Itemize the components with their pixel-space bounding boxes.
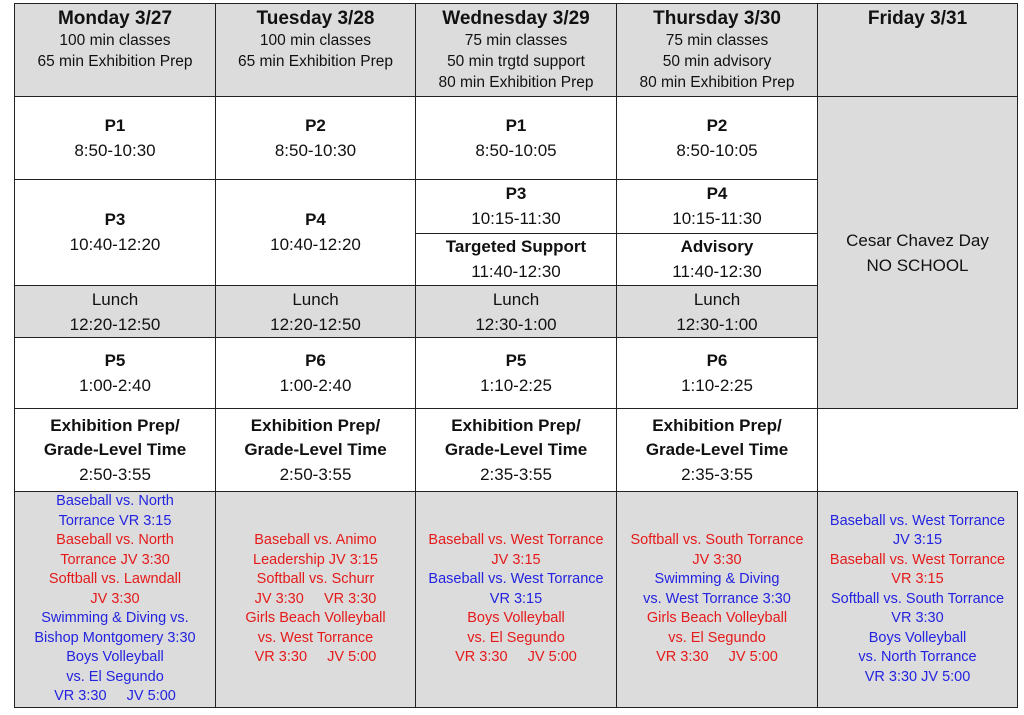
event-line: VR 3:15 <box>489 590 543 607</box>
lunch-time: 12:20-12:50 <box>270 314 361 334</box>
event-line: Softball vs. South Torrance <box>630 532 804 549</box>
period-title: P1 <box>505 115 527 135</box>
block-title: Exhibition Prep/ <box>50 415 180 435</box>
day-name: Tuesday 3/28 <box>256 8 375 29</box>
event-line: Bishop Montgomery 3:30 <box>34 629 196 646</box>
event-line: Baseball vs. West Torrance <box>428 532 604 549</box>
period-title: P6 <box>706 350 728 370</box>
day-name: Monday 3/27 <box>57 8 173 29</box>
event-line: vs. West Torrance <box>257 629 374 646</box>
period-title: P5 <box>505 350 527 370</box>
event-line: VR 3:30 JV 5:00 <box>54 688 176 705</box>
block-time: 2:50-3:55 <box>279 464 352 484</box>
period-block <box>15 180 216 286</box>
event-line: JV 3:15 <box>892 532 943 549</box>
period-title: P2 <box>305 115 326 135</box>
events-friday <box>818 492 1018 708</box>
event-line: Swimming & Diving <box>654 571 780 588</box>
event-line: Baseball vs. West Torrance <box>829 551 1006 568</box>
events-tuesday <box>216 492 416 708</box>
lunch-block <box>416 286 617 338</box>
period-block <box>15 97 216 180</box>
event-line: VR 3:15 <box>891 571 944 588</box>
period-title: P4 <box>706 184 728 203</box>
exhibition-prep-block <box>216 409 416 492</box>
period-block <box>216 180 416 286</box>
block-title: Grade-Level Time <box>444 439 588 459</box>
day-note: 80 min Exhibition Prep <box>438 74 594 91</box>
period-time: 11:40-12:30 <box>471 262 561 281</box>
event-line: Softball vs. Lawndall <box>48 571 182 588</box>
period-time: 8:50-10:30 <box>74 140 156 160</box>
event-line: Baseball vs. West Torrance <box>829 512 1006 529</box>
period-block <box>216 97 416 180</box>
event-line: vs. West Torrance 3:30 <box>643 590 791 607</box>
events-wednesday <box>416 492 617 708</box>
block-time: 2:35-3:55 <box>681 464 753 484</box>
period-title: P3 <box>505 184 527 203</box>
block-time: 2:50-3:55 <box>79 464 151 484</box>
targeted-support-block <box>416 234 617 286</box>
period-time: 1:10-2:25 <box>681 375 753 395</box>
period-block <box>617 97 818 180</box>
day-name: Friday 3/31 <box>867 8 968 29</box>
event-line: Girls Beach Volleyball <box>245 610 386 627</box>
event-line: vs. El Segundo <box>467 629 565 646</box>
day-header-wednesday <box>416 4 617 97</box>
period-time: 10:40-12:20 <box>69 235 161 254</box>
period-time: 8:50-10:30 <box>274 140 357 160</box>
lunch-label: Lunch <box>693 289 741 309</box>
event-line: Leadership JV 3:15 <box>253 551 378 568</box>
period-time: 1:00-2:40 <box>79 375 151 395</box>
period-block <box>416 97 617 180</box>
block-time: 2:35-3:55 <box>480 464 552 484</box>
day-header-monday <box>15 4 216 97</box>
event-line: Swimming & Diving vs. <box>41 610 189 627</box>
period-title: P3 <box>104 210 126 229</box>
event-line: VR 3:30 JV 5:00 <box>455 649 577 666</box>
event-line: Girls Beach Volleyball <box>646 610 788 627</box>
event-line: Baseball vs. West Torrance <box>428 571 604 588</box>
event-line: vs. El Segundo <box>66 668 164 685</box>
period-title: P5 <box>104 350 126 370</box>
event-line: Boys Volleyball <box>467 610 565 627</box>
exhibition-prep-block <box>15 409 216 492</box>
events-thursday <box>617 492 818 708</box>
lunch-time: 12:30-1:00 <box>676 314 758 334</box>
lunch-time: 12:30-1:00 <box>475 314 557 334</box>
period-time: 11:40-12:30 <box>672 262 762 281</box>
lunch-time: 12:20-12:50 <box>69 314 161 334</box>
period-title: Advisory <box>680 237 754 256</box>
event-line: Baseball vs. North <box>56 532 174 549</box>
period-block <box>216 338 416 409</box>
schedule-table <box>14 3 1018 708</box>
event-line: VR 3:30 JV 5:00 <box>254 649 377 666</box>
event-line: Softball vs. Schurr <box>256 571 375 588</box>
event-line: VR 3:30 JV 5:00 <box>864 668 971 685</box>
day-note: 65 min Exhibition Prep <box>237 53 394 70</box>
period-time: 1:00-2:40 <box>279 375 352 395</box>
period-time: 8:50-10:05 <box>475 140 557 160</box>
period-title: P2 <box>706 115 728 135</box>
event-line: vs. North Torrance <box>858 649 977 666</box>
lunch-label: Lunch <box>492 289 540 309</box>
day-header-friday <box>818 4 1018 97</box>
period-block <box>617 338 818 409</box>
event-line: Baseball vs. Animo <box>254 532 377 549</box>
event-line: VR 3:30 <box>891 610 944 627</box>
lunch-block <box>617 286 818 338</box>
advisory-block <box>617 234 818 286</box>
exhibition-prep-block <box>416 409 617 492</box>
day-note: 50 min advisory <box>662 53 772 70</box>
block-title: Grade-Level Time <box>645 439 789 459</box>
day-note: 100 min classes <box>59 32 171 49</box>
period-block <box>15 338 216 409</box>
period-time: 10:40-12:20 <box>270 235 361 254</box>
period-time: 8:50-10:05 <box>676 140 758 160</box>
lunch-label: Lunch <box>292 289 339 309</box>
period-time: 10:15-11:30 <box>672 209 762 228</box>
period-title: P1 <box>104 115 126 135</box>
period-block <box>416 180 617 234</box>
day-note: 75 min classes <box>665 32 769 49</box>
day-note: 65 min Exhibition Prep <box>37 53 193 70</box>
event-line: Boys Volleyball <box>868 629 967 646</box>
event-line: JV 3:30 VR 3:30 <box>254 590 377 607</box>
period-block <box>416 338 617 409</box>
event-line: Baseball vs. North <box>56 493 174 510</box>
event-line: JV 3:15 <box>491 551 541 568</box>
lunch-block <box>15 286 216 338</box>
day-note: 50 min trgtd support <box>447 53 585 70</box>
event-line: Softball vs. South Torrance <box>830 590 1005 607</box>
day-name: Thursday 3/30 <box>653 8 781 29</box>
lunch-block <box>216 286 416 338</box>
period-time: 10:15-11:30 <box>471 209 561 228</box>
block-title: Exhibition Prep/ <box>451 415 581 435</box>
event-line: vs. El Segundo <box>668 629 766 646</box>
event-line: JV 3:30 <box>90 590 140 607</box>
block-title: Grade-Level Time <box>43 439 187 459</box>
period-title: Targeted Support <box>445 237 587 256</box>
period-title: P6 <box>305 350 326 370</box>
period-time: 1:10-2:25 <box>480 375 552 395</box>
block-title: Exhibition Prep/ <box>250 415 381 435</box>
event-line: Boys Volleyball <box>66 649 164 666</box>
block-title: Grade-Level Time <box>244 439 387 459</box>
holiday-name: Cesar Chavez Day <box>846 230 989 250</box>
period-block <box>617 180 818 234</box>
events-monday <box>15 492 216 708</box>
exhibition-prep-block <box>617 409 818 492</box>
day-note: 100 min classes <box>259 32 372 49</box>
day-header-tuesday <box>216 4 416 97</box>
period-title: P4 <box>305 210 326 229</box>
lunch-label: Lunch <box>91 289 139 309</box>
day-name: Wednesday 3/29 <box>442 8 590 29</box>
event-line: Torrance VR 3:15 <box>58 512 172 529</box>
friday-no-school <box>818 97 1018 409</box>
block-title: Exhibition Prep/ <box>652 415 782 435</box>
day-note: 80 min Exhibition Prep <box>639 74 795 91</box>
no-school-label: NO SCHOOL <box>866 255 969 275</box>
event-line: Torrance JV 3:30 <box>60 551 170 568</box>
event-line: VR 3:30 JV 5:00 <box>656 649 778 666</box>
day-header-thursday <box>617 4 818 97</box>
event-line: JV 3:30 <box>692 551 742 568</box>
day-note: 75 min classes <box>464 32 568 49</box>
